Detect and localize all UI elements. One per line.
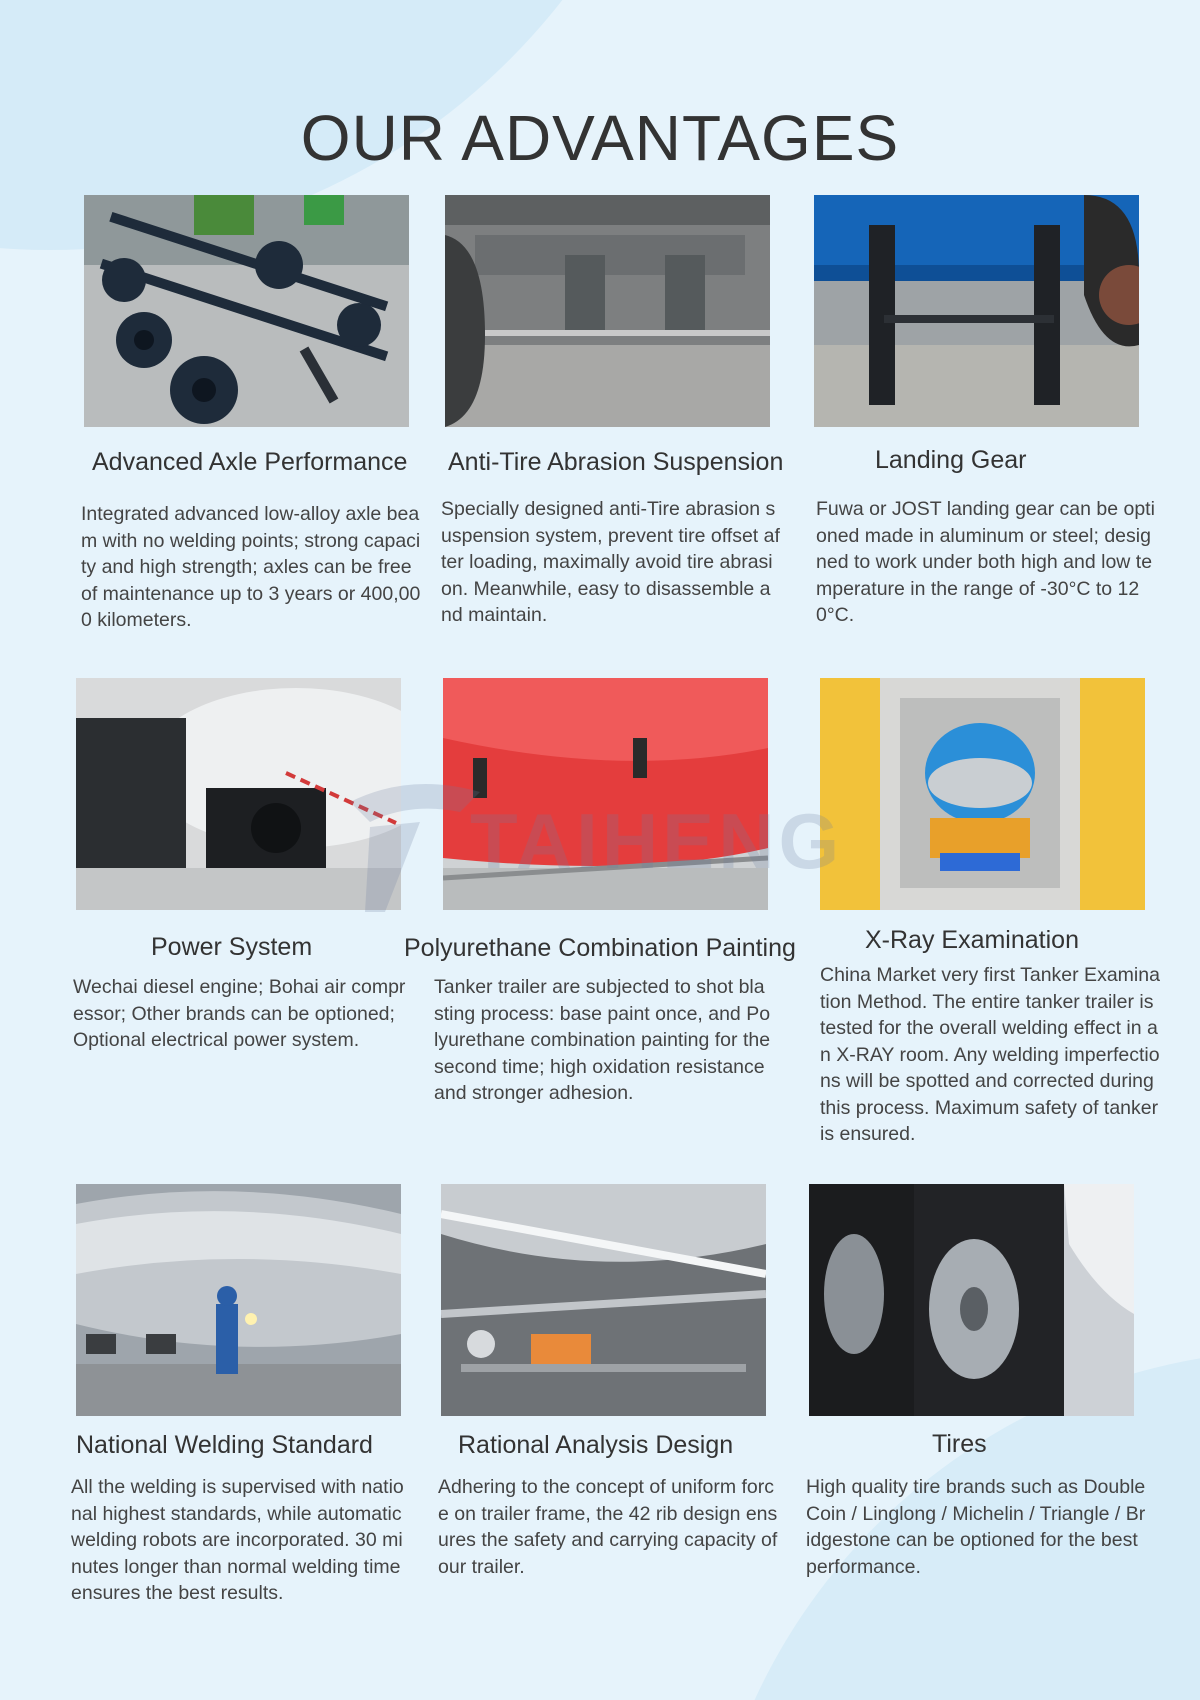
axles-photo [84, 195, 409, 427]
watermark-text: TAIHENG [470, 797, 844, 885]
advantage-description: High quality tire brands such as Double Coin / Linglong / Michelin / Triangle / Bridgestone can be optioned for the best performance. [806, 1476, 1146, 1578]
advantage-description: Specially designed anti-Tire abrasion suspension system, prevent tire offset after loading, maximally avoid tire abrasion. Meanwhile, easy to disassemble and maintain. [441, 498, 780, 626]
advantage-description: China Market very first Tanker Examination Method. The entire tanker trailer is tested for the overall welding effect in an X-RAY room. Any welding imperfections will be spotted and corrected during this process. Maximum safety of tanker is ensured. [820, 964, 1160, 1145]
frame-photo [441, 1184, 766, 1416]
landing-gear-photo [814, 195, 1139, 427]
welding-photo [76, 1184, 401, 1416]
xray-room-photo [820, 678, 1145, 910]
advantage-title: Power System [151, 933, 313, 961]
advantage-description: All the welding is supervised with national highest standards, while automatic welding robots are incorporated. 30 minutes longer than normal welding time ensures the best results. [71, 1476, 404, 1604]
red-tanker-photo [443, 678, 768, 910]
advantage-title: Polyurethane Combination Painting [404, 934, 796, 962]
advantage-description: Fuwa or JOST landing gear can be optioned made in aluminum or steel; designed to work under both high and low temperature in the range of -30°C to 120°C. [816, 498, 1155, 626]
suspension-photo [445, 195, 770, 427]
advantage-description: Adhering to the concept of uniform force on trailer frame, the 42 rib design ensures the safety and carrying capacity of our trailer. [438, 1476, 778, 1578]
advantage-description: Wechai diesel engine; Bohai air compressor; Other brands can be optioned; Optional electrical power system. [73, 976, 406, 1051]
advantage-title: X-Ray Examination [865, 926, 1079, 954]
engine-photo [76, 678, 401, 910]
advantage-title: Advanced Axle Performance [92, 448, 408, 476]
advantage-title: Anti-Tire Abrasion Suspension [448, 448, 784, 476]
advantage-title: Landing Gear [875, 446, 1027, 474]
advantage-title: Tires [932, 1430, 987, 1458]
advantage-description: Integrated advanced low-alloy axle beam with no welding points; strong capacity and high strength; axles can be free of maintenance up to 3 years or 400,000 kilometers. [81, 503, 421, 631]
advantage-description: Tanker trailer are subjected to shot blasting process: base paint once, and Polyurethane combination painting for the second time; high oxidation resistance and stronger adhesion. [434, 976, 771, 1104]
page-title: OUR ADVANTAGES [300, 101, 900, 174]
tires-photo [809, 1184, 1134, 1416]
advantage-title: National Welding Standard [76, 1431, 373, 1459]
advantage-title: Rational Analysis Design [458, 1431, 734, 1459]
